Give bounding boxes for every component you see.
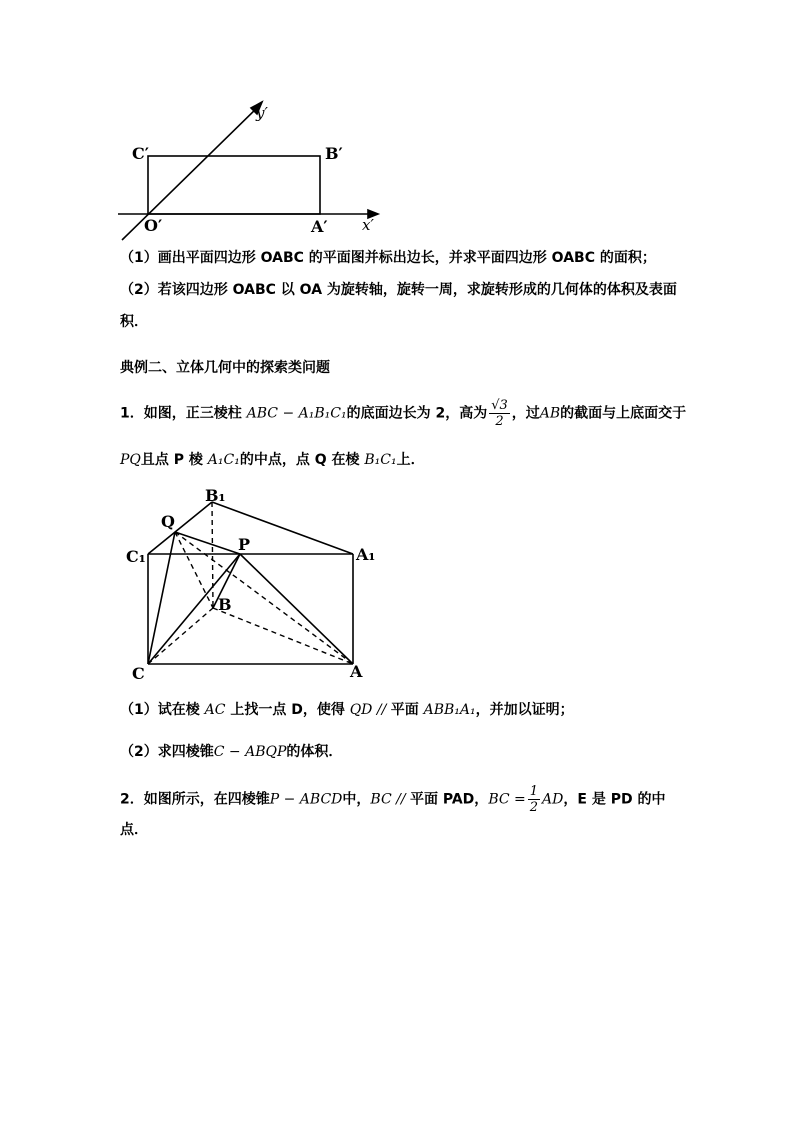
edge-c1-b1 bbox=[148, 502, 212, 554]
edge-ad: AD bbox=[542, 791, 564, 808]
label-x-prime: x′ bbox=[362, 216, 374, 234]
problem1-line1 bbox=[120, 398, 686, 429]
edge-ac: AC bbox=[204, 702, 226, 718]
problem1-line2 bbox=[120, 450, 425, 470]
q1-text-d: ，并加以证明； bbox=[475, 702, 574, 718]
q2-text-b: 的体积． bbox=[286, 744, 343, 760]
label-a-prime: A′ bbox=[311, 217, 328, 236]
problem2-text4: ，E 是 PD 的中 bbox=[563, 791, 666, 808]
prism-name: ABC − A₁B₁C₁ bbox=[246, 405, 347, 422]
fraction-numerator: √3 bbox=[491, 398, 508, 413]
problem1-text7: 上． bbox=[396, 452, 425, 468]
problem1-text6: 的中点，点 Q 在棱 bbox=[239, 452, 360, 468]
q1-text-b: 上找一点 D，使得 bbox=[230, 702, 345, 718]
hidden-edge-q-a bbox=[175, 532, 353, 664]
label-b-prime: B′ bbox=[325, 144, 343, 163]
problem2-text1: 如图所示，在四棱锥 bbox=[143, 791, 270, 808]
q1-text-c: 平面 bbox=[390, 702, 419, 718]
q2-text-a: （2）求四棱锥 bbox=[120, 744, 214, 760]
problem2-text3: 平面 PAD， bbox=[410, 791, 489, 808]
half-denominator: 2 bbox=[529, 800, 539, 815]
problem1-number: 1． bbox=[120, 405, 144, 422]
half-numerator: 1 bbox=[529, 784, 539, 799]
bc-equals: BC = bbox=[488, 791, 526, 808]
edge-bc-parallel: BC // bbox=[370, 791, 410, 808]
label-q: Q bbox=[161, 512, 175, 531]
plane-abb1a1: ABB₁A₁ bbox=[423, 702, 476, 718]
label-p: P bbox=[238, 535, 251, 554]
height-fraction bbox=[489, 398, 510, 429]
label-c-prime: C′ bbox=[132, 144, 149, 163]
section-title: 典例二、立体几何中的探索类问题 bbox=[120, 360, 330, 376]
edge-ab: AB bbox=[539, 405, 561, 422]
problem2-line2: 点． bbox=[120, 822, 148, 838]
edge-b1-a1 bbox=[212, 502, 353, 554]
problem1-question1 bbox=[120, 700, 574, 720]
label-c1: C₁ bbox=[126, 547, 146, 566]
y-axis bbox=[122, 105, 260, 240]
segment-qd: QD // bbox=[349, 702, 391, 718]
label-o-prime: O′ bbox=[144, 216, 163, 235]
problem1-text2: 的底面边长为 2，高为 bbox=[346, 405, 488, 422]
label-y-prime: y′ bbox=[256, 104, 268, 122]
question-2-text-line2: 积． bbox=[120, 314, 148, 330]
pyramid-c-abqp: C − ABQP bbox=[213, 744, 287, 760]
q1-text-a: （1）试在棱 bbox=[120, 702, 200, 718]
rectangle-oabc bbox=[148, 156, 320, 214]
label-b: B bbox=[218, 595, 232, 614]
fraction-denominator: 2 bbox=[495, 414, 504, 429]
problem2-text2: 中， bbox=[342, 791, 371, 808]
edge-a1c1: A₁C₁ bbox=[207, 452, 240, 468]
problem1-text3: ，过 bbox=[511, 405, 540, 422]
label-a: A bbox=[350, 662, 363, 681]
label-a1: A₁ bbox=[356, 545, 376, 564]
problem1-text1: 如图，正三棱柱 bbox=[143, 405, 242, 422]
half-fraction bbox=[528, 784, 540, 815]
hidden-edge-b-b1 bbox=[212, 502, 213, 608]
problem1-text5: 且点 P 棱 bbox=[140, 452, 203, 468]
edge-p-a bbox=[240, 554, 353, 664]
question-2-text-line1: （2）若该四边形 OABC 以 OA 为旋转轴，旋转一周，求旋转形成的几何体的体积及表面 bbox=[120, 282, 677, 298]
problem2-number: 2． bbox=[120, 791, 144, 808]
label-b1: B₁ bbox=[205, 486, 226, 505]
label-c: C bbox=[132, 664, 145, 683]
figure-prism bbox=[120, 490, 380, 680]
question-1-text: （1）画出平面四边形 OABC 的平面图并标出边长，并求平面四边形 OABC 的面积； bbox=[120, 250, 656, 266]
problem2-line1 bbox=[120, 784, 665, 815]
hidden-edge-b-a bbox=[213, 608, 353, 664]
problem1-text4: 的截面与上底面交于 bbox=[560, 405, 687, 422]
segment-pq: PQ bbox=[120, 452, 141, 468]
problem1-question2 bbox=[120, 742, 342, 762]
edge-b1c1: B₁C₁ bbox=[364, 452, 397, 468]
pyramid-p-abcd: P − ABCD bbox=[269, 791, 343, 808]
